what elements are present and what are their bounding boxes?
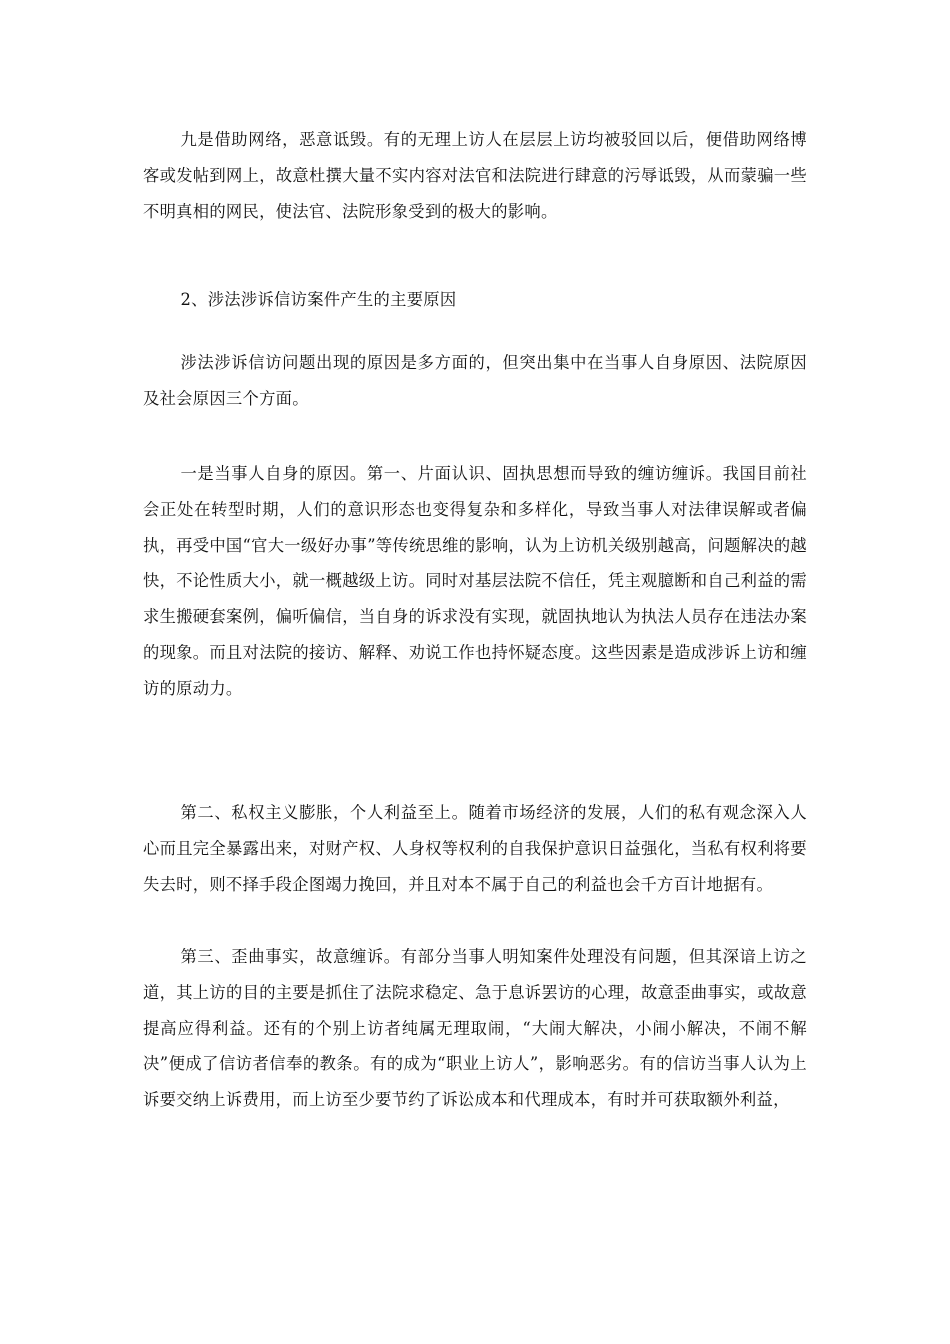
- paragraph-point-nine: 九是借助网络，恶意诋毁。有的无理上访人在层层上访均被驳回以后，便借助网络博客或发帖到网上，故意杜撰大量不实内容对法官和法院进行肆意的污辱诋毁，从而蒙骗一些不明真相的网民，使法官、法院形象受到的极大的影响。: [143, 130, 807, 221]
- paragraph-party-causes-second: 第二、私权主义膨胀，个人利益至上。随着市场经济的发展，人们的私有观念深入人心而且完全暴露出来，对财产权、人身权等权利的自我保护意识日益强化，当私有权利将要失去时，则不择手段企图竭力挽回，并且对本不属于自己的利益也会千方百计地据有。: [143, 803, 807, 894]
- paragraph-party-causes-third: 第三、歪曲事实，故意缠诉。有部分当事人明知案件处理没有问题，但其深谙上访之道，其上访的目的主要是抓住了法院求稳定、急于息诉罢访的心理，故意歪曲事实，或故意提高应得利益。还有的个别上访者纯属无理取闹，“大闹大解决，小闹小解决，不闹不解决”便成了信访者信奉的教条。有的成为“职业上访人”，影响恶劣。有的信访当事人认为上诉要交纳上诉费用，而上访至少要节约了诉讼成本和代理成本，有时并可获取额外利益，: [143, 947, 807, 1110]
- section-heading-main-causes: 2、涉法涉诉信访案件产生的主要原因: [180, 290, 457, 309]
- paragraph-causes-overview: 涉法涉诉信访问题出现的原因是多方面的，但突出集中在当事人自身原因、法院原因及社会原因三个方面。: [143, 353, 807, 408]
- paragraph-party-causes-first: 一是当事人自身的原因。第一、片面认识、固执思想而导致的缠访缠诉。我国目前社会正处在转型时期，人们的意识形态也变得复杂和多样化，导致当事人对法律误解或者偏执，再受中国“官大一级好办事”等传统思维的影响，认为上访机关级别越高，问题解决的越快，不论性质大小，就一概越级上访。同时对基层法院不信任，凭主观臆断和自己利益的需求生搬硬套案例，偏听偏信，当自身的诉求没有实现，就固执地认为执法人员存在违法办案的现象。而且对法院的接访、解释、劝说工作也持怀疑态度。这些因素是造成涉诉上访和缠访的原动力。: [143, 464, 807, 698]
